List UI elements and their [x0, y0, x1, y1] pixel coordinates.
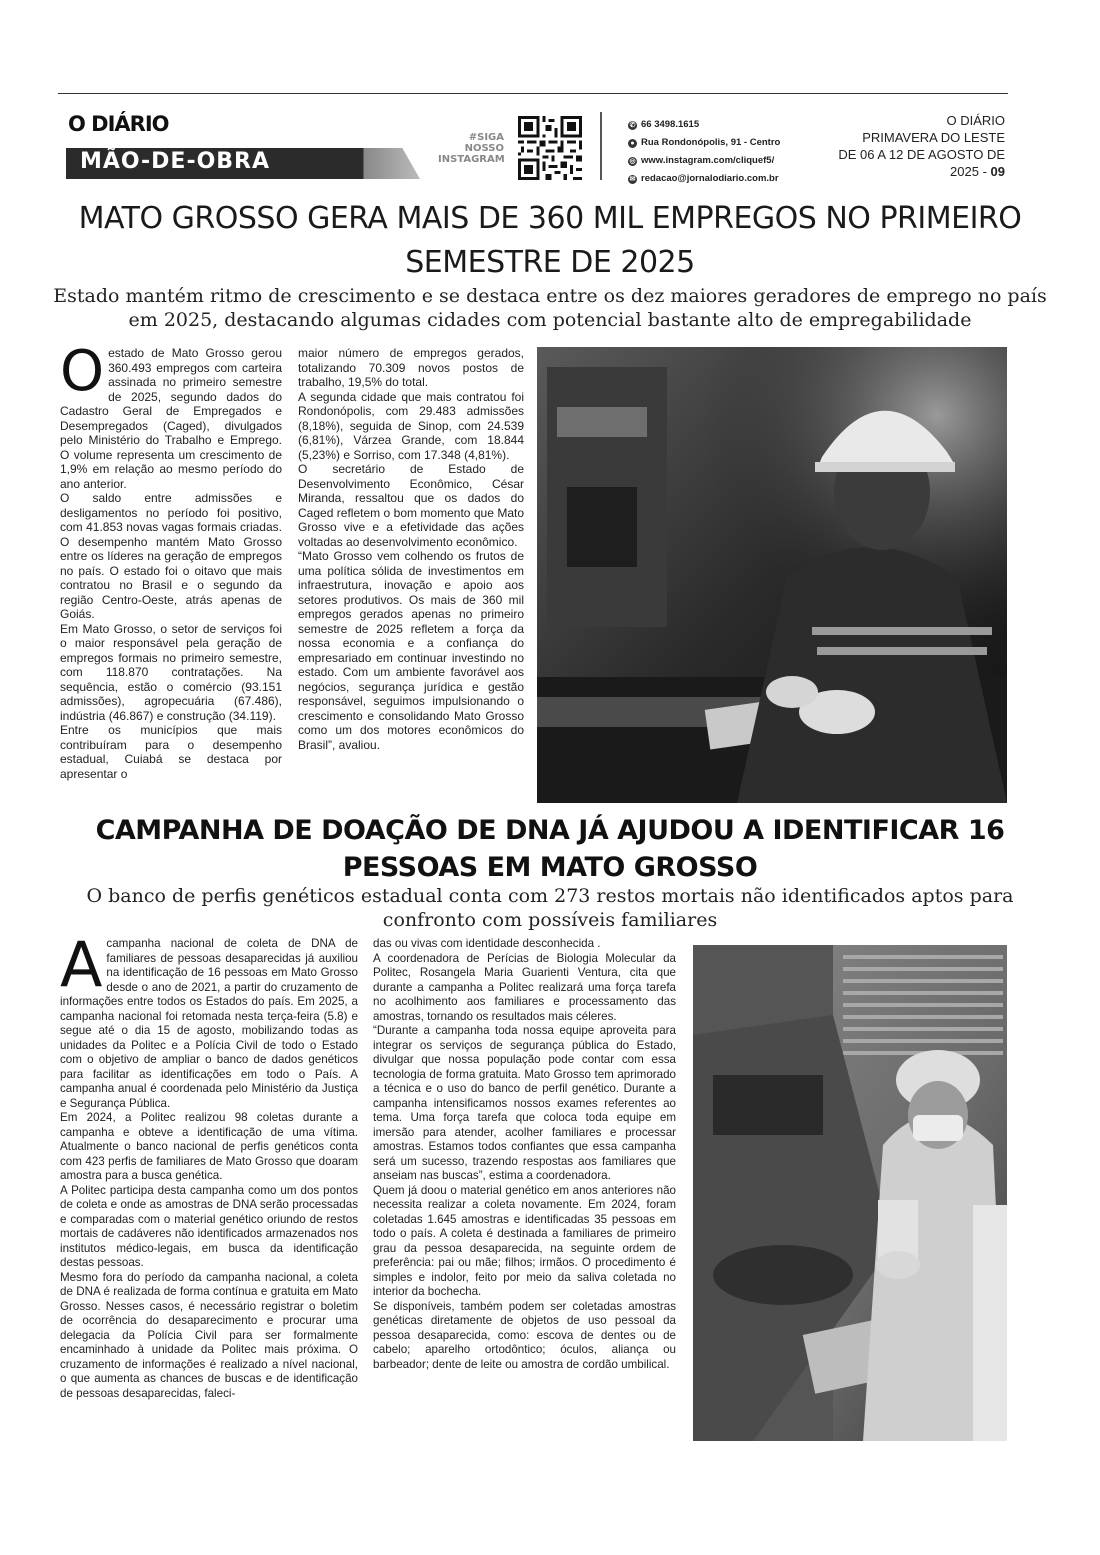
- contact-instagram[interactable]: [628, 152, 780, 170]
- contact-text: Rua Rondonópolis, 91 - Centro: [641, 137, 781, 148]
- contact-text: redacao@jornalodiario.com.br: [641, 173, 779, 184]
- paragraph: “Durante a campanha toda nossa equipe aproveita para integrar os serviços de segurança pública do Estado, divulgar que nossa população pode contar com essa tecnologia de forma gratuita. Mato Grosso tem aprimorado a técnica e o uso do banco de perfil genético. Durante a campanha intensificamos nossos exames referentes ao tema. Uma força tarefa que coloca toda equipe em imersão para atender, acolher familiares e processar amostras. Estamos todos confiantes que essa campanha será um sucesso, trazendo respostas aos familiares que anseiam nas buscas”, estima a coordenadora.: [373, 1024, 676, 1182]
- paragraph: A Politec participa desta campanha como um dos pontos de coleta e onde as amostras de DNA serão processadas e comparadas com o material genético oriundo de restos mortais de cadáveres não identificados armazenados nos institutos médico-legais, em busca da identificação destas pessoas.: [60, 1183, 358, 1269]
- instagram-icon: ◎: [629, 157, 636, 165]
- cta-line: NOSSO: [464, 143, 504, 154]
- masthead-year: 2025 -: [950, 164, 987, 179]
- paragraph: O saldo entre admissões e desligamentos no período foi positivo, com 41.853 novas vagas formais criadas. O desempenho mantém Mato Grosso entre os líderes na geração de empregos no país. O estado foi o oitavo que mais contratou no Brasil e o segundo da região Centro-Oeste, atrás apenas de Goiás.: [60, 491, 282, 621]
- top-rule: [58, 93, 1008, 94]
- instagram-cta: [438, 132, 504, 165]
- article2-column-2: [373, 937, 676, 1372]
- contact-text: 66 3498.1615: [641, 119, 700, 130]
- worker-photo: [537, 347, 1007, 803]
- paragraph: estado de Mato Grosso gerou 360.493 empregos com carteira assinada no primeiro semestre de 2025, segundo dados do Cadastro Geral de Empregados e Desempregados (Caged), divulgados pelo Ministério do Trabalho e Emprego. O volume representa um crescimento de 1,9% em relação ao mesmo período do ano anterior.: [60, 346, 282, 491]
- qr-code-icon[interactable]: [518, 116, 582, 180]
- paragraph: Em Mato Grosso, o setor de serviços foi o maior responsável pela geração de empregos formais no primeiro semestre, com 118.870 contratações. Na sequência, estão o comércio (93.151 admissões), agropecuária (67.486), indústria (46.867) e construção (34.119).: [60, 621, 282, 723]
- paragraph: das ou vivas com identidade desconhecida .: [373, 937, 601, 950]
- paragraph: Entre os municípios que mais contribuíram para o desempenho estadual, Cuiabá se destaca por apresentar o: [60, 723, 282, 781]
- article2-headline: CAMPANHA DE DOAÇÃO DE DNA JÁ AJUDOU A IDENTIFICAR 16 PESSOAS EM MATO GROSSO: [95, 815, 1005, 883]
- dropcap: O: [60, 339, 105, 404]
- article1-column-2: [298, 346, 524, 752]
- whatsapp-icon: ✆: [629, 121, 636, 129]
- contact-list: [628, 116, 780, 188]
- masthead-city: PRIMAVERA DO LESTE: [862, 130, 1005, 145]
- masthead-dates: DE 06 A 12 DE AGOSTO DE: [838, 147, 1005, 162]
- header-divider: [600, 112, 602, 180]
- paragraph: Se disponíveis, também podem ser coletadas amostras genéticas diretamente de objetos de uso pessoal da pessoa desaparecida, como: escova de dentes ou de cabelo; aparelho ortodôntico; óculos, aliança ou barbeador; dente de leite ou amostra de cordão umbilical.: [373, 1299, 676, 1371]
- paragraph: O secretário de Estado de Desenvolvimento Econômico, César Miranda, ressaltou que os dados do Caged refletem o bom momento que Mato Grosso vive e a efetividade das ações voltadas ao desenvolvimento econômico.: [298, 462, 524, 549]
- lab-photo: [693, 945, 1007, 1441]
- location-icon: ●: [628, 139, 637, 148]
- contact-text: www.instagram.com/cliquef5/: [641, 155, 775, 166]
- paragraph: campanha nacional de coleta de DNA de familiares de pessoas desaparecidas já auxiliou na identificação de 16 pessoas em Mato Grosso desde o ano de 2021, a partir do cruzamento de informações entre todos os Estados do país. Em 2025, a campanha nacional foi retomada nesta terça-feira (5.8) e segue até o dia 15 de agosto, mobilizando todas as unidades da Politec e a Polícia Civil de todo o Estado com o objetivo de ampliar o banco de dados genéticos para facilitar as identificações em todo o País. A campanha anual é coordenada pelo Ministério da Justiça e Segurança Pública.: [60, 937, 358, 1110]
- article2-column-1: [60, 928, 358, 1401]
- paragraph: A coordenadora de Perícias de Biologia Molecular da Politec, Rosangela Maria Guarienti Ventura, cita que durante a campanha a Politec realizará uma força tarefa no acolhimento aos familiares e processamento das amostras, tornando os resultados mais céleres.: [373, 951, 676, 1023]
- paragraph: “Mato Grosso vem colhendo os frutos de uma política sólida de investimentos em infraestrutura, inovação e apoio aos setores produtivos. Os mais de 360 mil empregos gerados apenas no primeiro semestre de 2025 refletem a força da nossa economia e a confiança do empresariado em continuar investindo no estado. Com um ambiente favorável aos negócios, segurança jurídica e gestão responsável, seguimos impulsionando o crescimento e consolidando Mato Grosso como um dos motores econômicos do Brasil”, avaliou.: [298, 549, 524, 752]
- contact-address: [628, 134, 780, 152]
- article1-column-1: [60, 339, 282, 781]
- page-number: 09: [990, 164, 1005, 179]
- contact-phone[interactable]: [628, 116, 780, 134]
- masthead-year-page: [830, 163, 1005, 180]
- paragraph: Mesmo fora do período da campanha nacional, a coleta de DNA é realizada de forma contínua e gratuita em Mato Grosso. Nesses casos, é necessário registrar o boletim de ocorrência do desaparecimento e procurar uma delegacia da Polícia Civil para ser formalmente encaminhado à unidade da Politec mais próxima. O cruzamento de informações é realizado a nível nacional, o que aumenta as chances de buscas e de identificação de pessoas desaparecidas, faleci-: [60, 1270, 358, 1400]
- newspaper-logo: O DIÁRIO: [68, 112, 169, 136]
- masthead-info: [830, 112, 1005, 180]
- article2-subtitle: O banco de perfis genéticos estadual conta com 273 restos mortais não identificados aptos para confronto com possíveis familiares: [86, 885, 1014, 931]
- article1-headline: MATO GROSSO GERA MAIS DE 360 MIL EMPREGOS NO PRIMEIRO SEMESTRE DE 2025: [78, 201, 1022, 280]
- contact-email[interactable]: [628, 170, 780, 188]
- cta-line: INSTAGRAM: [438, 154, 505, 165]
- section-label: MÃO-DE-OBRA: [80, 149, 271, 174]
- paragraph: A segunda cidade que mais contratou foi Rondonópolis, com 29.483 admissões (8,18%), seguida de Sinop, com 24.539 (6,81%), Várzea Grande, com 18.844 (5,23%) e Sorriso, com 17.348 (4,81%).: [298, 389, 524, 462]
- dropcap: A: [60, 928, 103, 1001]
- article1-subtitle: Estado mantém ritmo de crescimento e se destaca entre os dez maiores geradores de emprego no país em 2025, destacando algumas cidades com potencial bastante alto de empregabilidade: [53, 285, 1047, 331]
- paragraph: maior número de empregos gerados, totalizando 70.309 novos postos de trabalho, 19,5% do total.: [298, 346, 524, 389]
- masthead-paper: O DIÁRIO: [946, 113, 1005, 128]
- email-icon: ✉: [629, 175, 636, 183]
- cta-line: #SIGA: [468, 132, 504, 143]
- paragraph: Quem já doou o material genético em anos anteriores não necessita realizar a coleta novamente. Em 2024, foram coletadas 1.645 amostras e identificadas 35 pessoas em todo o país. A coleta é destinada a familiares de primeiro grau da pessoa desaparecida, na seguinte ordem de preferência: pai ou mãe; filhos; irmãos. O procedimento é simples e indolor, feito por meio da saliva coletada no interior da bochecha.: [373, 1183, 676, 1298]
- paragraph: Em 2024, a Politec realizou 98 coletas durante a campanha e obteve a identificação de uma vítima. Atualmente o banco nacional de perfis genéticos conta com 423 perfis de familiares de Mato Grosso que doaram amostra para a busca genética.: [60, 1111, 358, 1182]
